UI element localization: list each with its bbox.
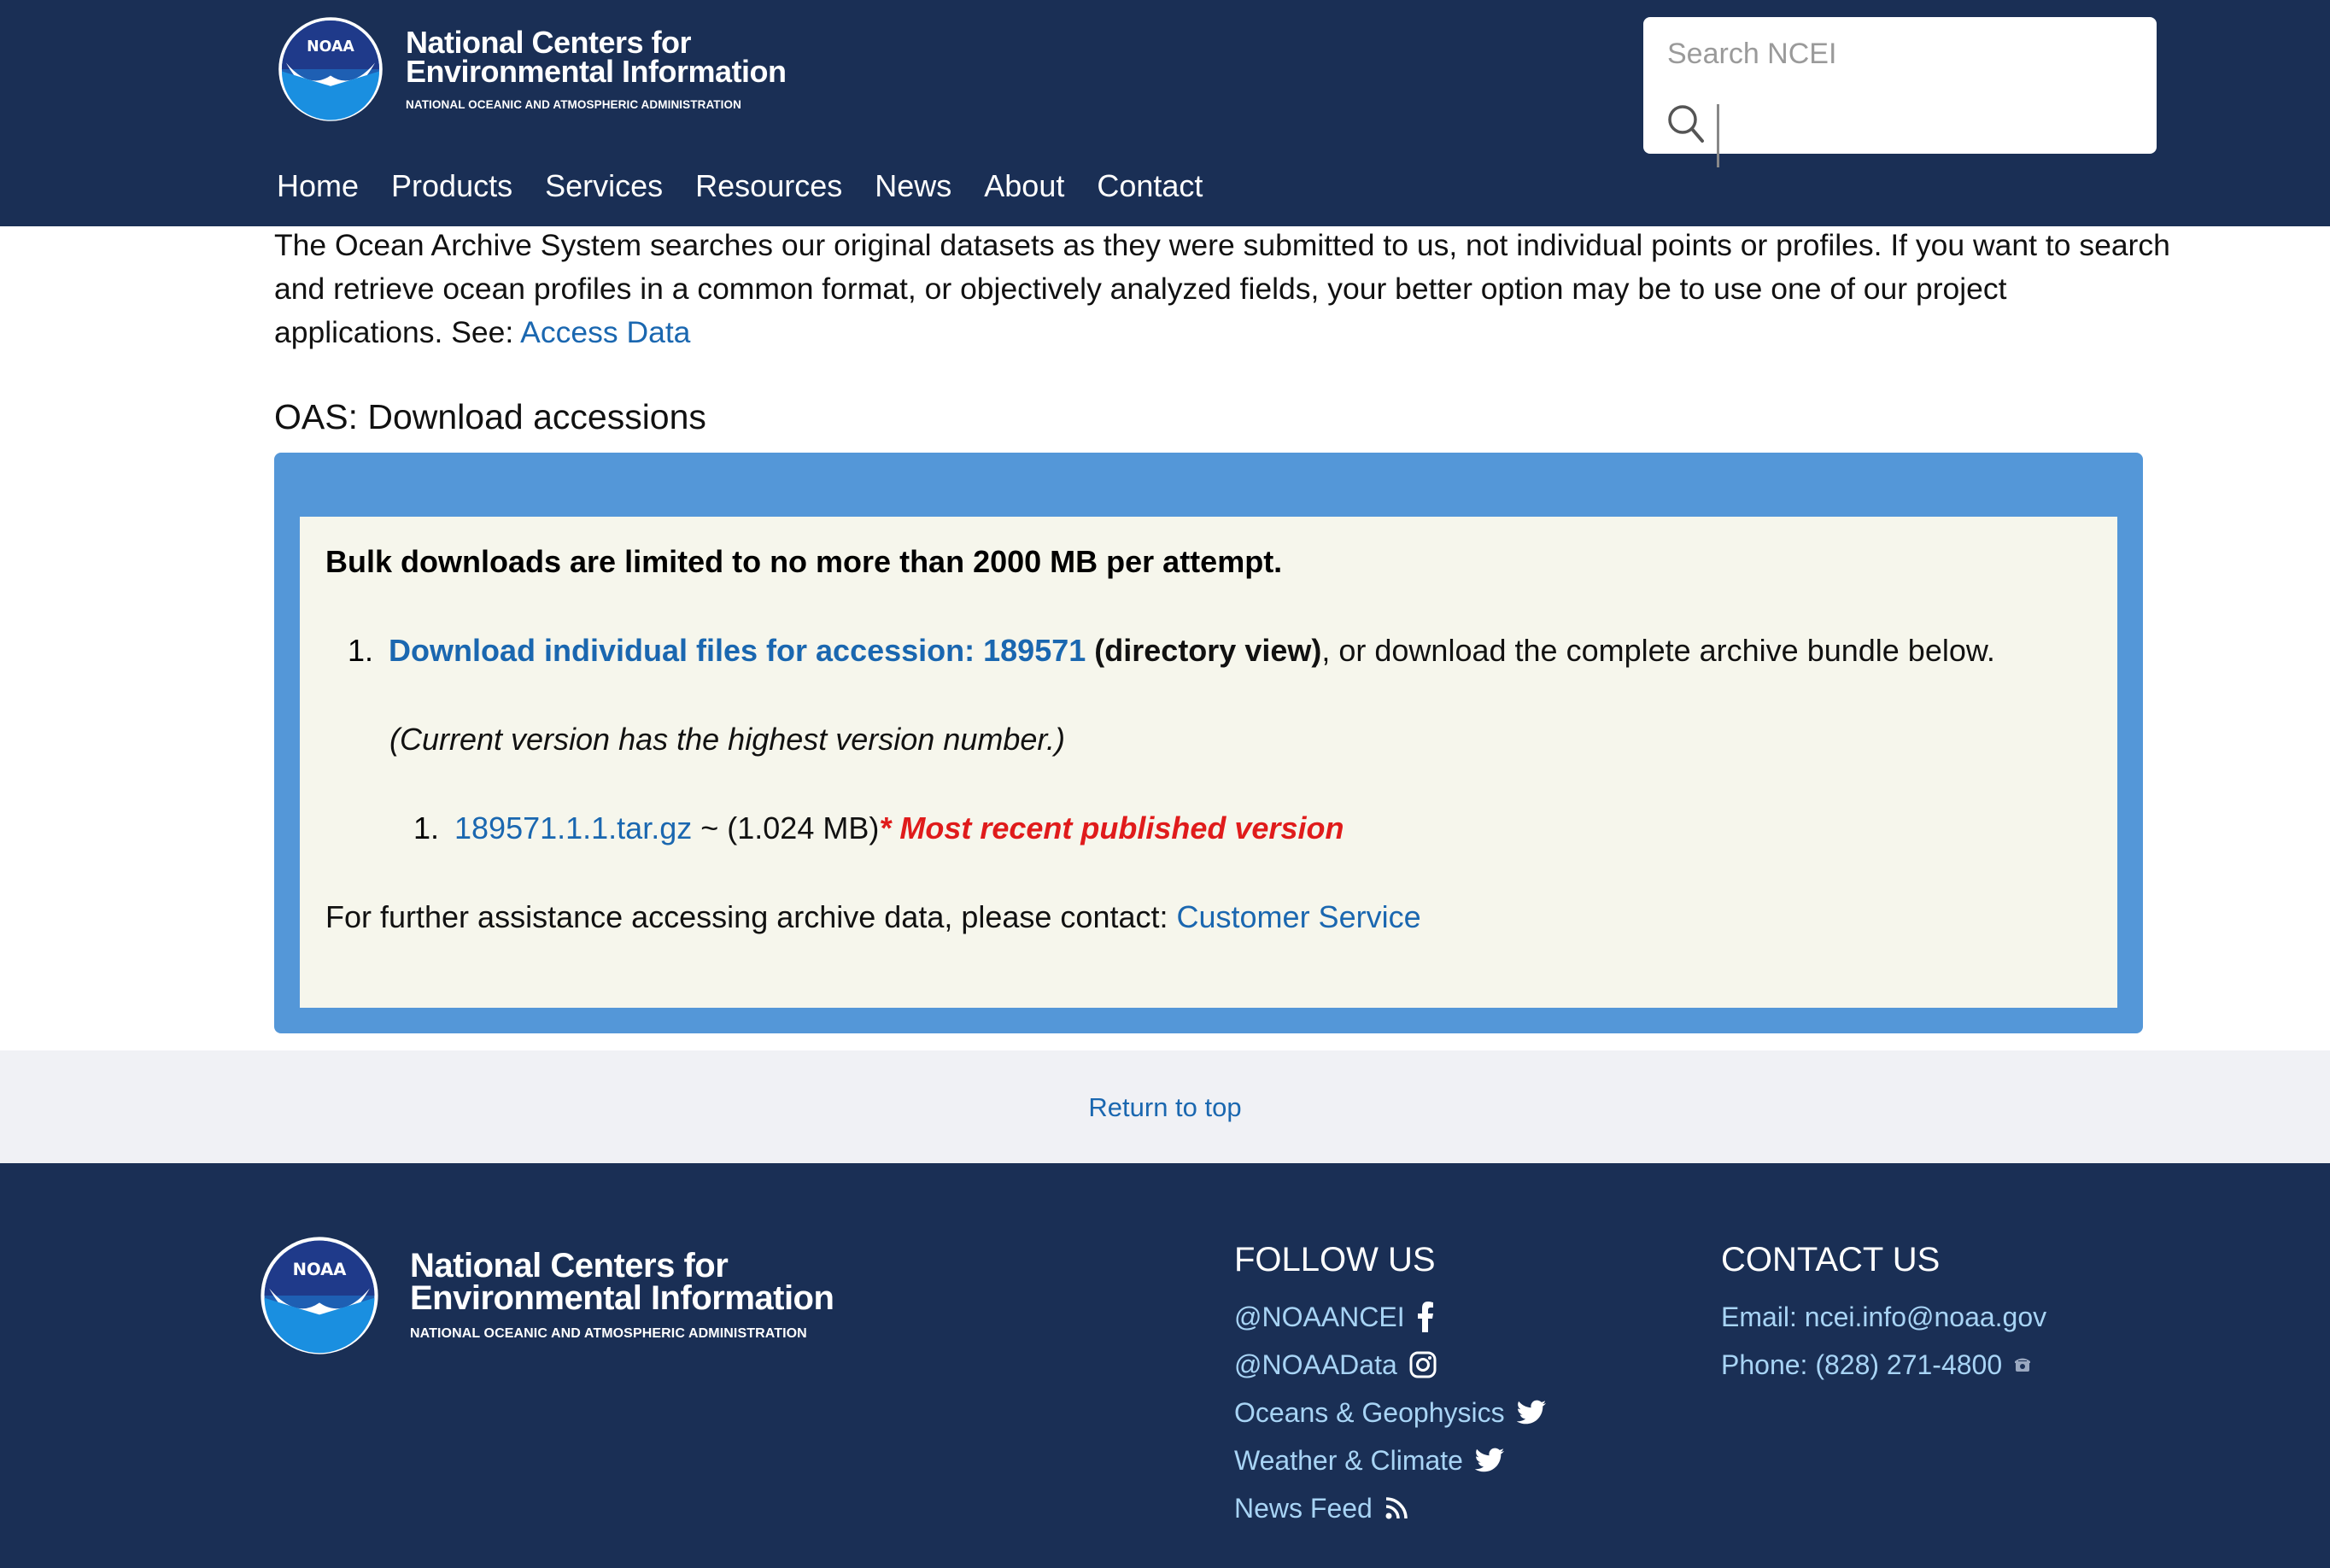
- contact-phone-label: Phone: (828) 271-4800: [1721, 1349, 2003, 1380]
- follow-oceans-label: Oceans & Geophysics: [1234, 1397, 1505, 1428]
- svg-text:NOAA: NOAA: [307, 38, 354, 56]
- contact-us-title: CONTACT US: [1721, 1241, 1941, 1278]
- contact-email-link[interactable]: Email: ncei.info@noaa.gov: [1721, 1302, 2047, 1332]
- accession-files-link[interactable]: Download individual files for accession: 189571: [389, 633, 1086, 668]
- follow-facebook-link[interactable]: [1234, 1293, 1546, 1341]
- noaa-logo-icon: [260, 1236, 379, 1355]
- download-panel-body: [300, 517, 2117, 1008]
- nav-about[interactable]: About: [984, 168, 1065, 203]
- search-icon: [1666, 102, 1705, 145]
- most-recent-badge: * Most recent published version: [879, 810, 1344, 845]
- svg-text:NOAA: NOAA: [292, 1260, 347, 1280]
- instagram-icon: [1409, 1351, 1437, 1378]
- site-header: [0, 0, 2330, 226]
- nav-services[interactable]: Services: [545, 168, 664, 203]
- file-list-item: [413, 807, 1344, 850]
- contact-us-column: [1721, 1238, 2046, 1389]
- brand-line2: Environmental Information: [406, 53, 787, 89]
- ncei-home-logo[interactable]: [278, 17, 787, 121]
- list-number: 1.: [348, 633, 374, 668]
- nav-news[interactable]: News: [875, 168, 952, 203]
- file-size: ~ (1.024 MB): [692, 810, 880, 845]
- assist-text: For further assistance accessing archive data, please contact:: [325, 899, 1177, 934]
- follow-us-column: [1234, 1238, 1546, 1532]
- footer-brand-subtitle: NATIONAL OCEANIC AND ATMOSPHERIC ADMINISTRATION: [410, 1326, 807, 1341]
- main-nav: [277, 162, 1235, 210]
- search-input[interactable]: [1666, 36, 2130, 72]
- contact-phone-link[interactable]: [1721, 1341, 2046, 1389]
- footer-brand-line2: Environmental Information: [410, 1279, 834, 1317]
- return-to-top-link[interactable]: Return to top: [1088, 1092, 1242, 1122]
- archive-file-link[interactable]: 189571.1.1.tar.gz: [454, 810, 693, 845]
- follow-instagram-link[interactable]: [1234, 1341, 1546, 1389]
- facebook-icon: [1417, 1302, 1434, 1332]
- footer-logo[interactable]: [260, 1236, 834, 1355]
- footer-brand-text: [410, 1249, 834, 1342]
- version-note: (Current version has the highest version number.): [389, 722, 1066, 757]
- intro-text: The Ocean Archive System searches our original datasets as they were submitted to us, not individual points or profiles. If you want to search and retrieve ocean profiles in a common format, or objectively analyzed fields, your better option may be to use one of our project applications. See:: [274, 228, 2170, 349]
- search-box: [1643, 17, 2157, 154]
- site-footer: [0, 1163, 2330, 1568]
- customer-service-link[interactable]: Customer Service: [1176, 899, 1421, 934]
- nav-resources[interactable]: Resources: [695, 168, 843, 203]
- follow-oceans-link[interactable]: [1234, 1389, 1546, 1436]
- file-number: 1.: [413, 810, 440, 845]
- item1-rest-text: , or download the complete archive bundle below.: [1321, 633, 1995, 668]
- nav-products[interactable]: Products: [391, 168, 513, 203]
- follow-facebook-label: @NOAANCEI: [1234, 1302, 1405, 1332]
- follow-weather-link[interactable]: [1234, 1436, 1546, 1484]
- bulk-download-note: Bulk downloads are limited to no more than 2000 MB per attempt.: [325, 544, 1283, 579]
- return-to-top-wrapper: [0, 1086, 2330, 1129]
- follow-newsfeed-link[interactable]: [1234, 1484, 1546, 1532]
- brand-line1: National Centers for: [406, 24, 692, 60]
- footer-brand-line1: National Centers for: [410, 1247, 729, 1284]
- download-panel: [274, 453, 2143, 1033]
- follow-instagram-label: @NOAAData: [1234, 1349, 1397, 1380]
- intro-paragraph: [274, 224, 2179, 354]
- follow-newsfeed-label: News Feed: [1234, 1493, 1373, 1524]
- section-title: OAS: Download accessions: [274, 397, 706, 436]
- twitter-icon: [1517, 1400, 1546, 1425]
- brand-subtitle: NATIONAL OCEANIC AND ATMOSPHERIC ADMINISTRATION: [406, 97, 741, 111]
- search-button[interactable]: [1660, 102, 1710, 169]
- access-data-link[interactable]: Access Data: [520, 315, 691, 349]
- return-to-top-band: [0, 1050, 2330, 1163]
- nav-contact[interactable]: Contact: [1097, 168, 1203, 203]
- phone-icon: [2014, 1356, 2031, 1373]
- directory-view-label: (directory view): [1094, 633, 1322, 668]
- follow-weather-label: Weather & Climate: [1234, 1445, 1463, 1476]
- nav-home[interactable]: Home: [277, 168, 360, 203]
- twitter-icon: [1475, 1448, 1504, 1473]
- accession-list-item: [348, 629, 1995, 672]
- follow-us-title: FOLLOW US: [1234, 1241, 1436, 1278]
- assistance-text: [325, 896, 1421, 939]
- rss-icon: [1385, 1496, 1408, 1520]
- noaa-logo-icon: [278, 16, 383, 122]
- search-divider: [1717, 104, 1719, 167]
- brand-text: [406, 24, 787, 111]
